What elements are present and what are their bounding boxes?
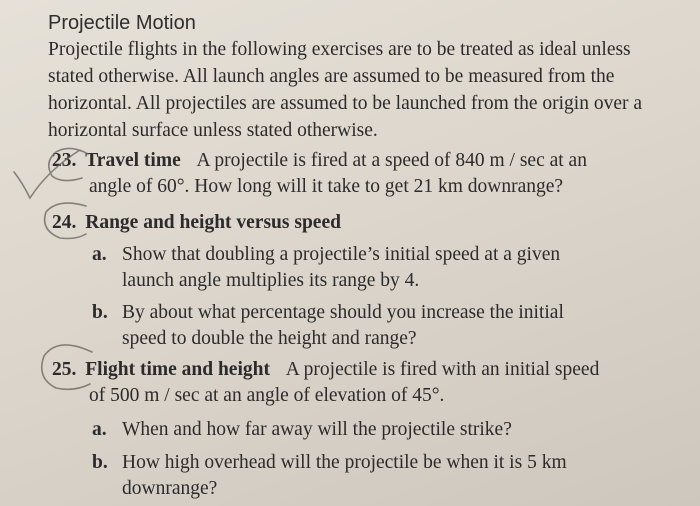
problem-number: 25. [52,359,77,380]
problem-title: Flight time and height [85,359,270,380]
part-text: downrange? [122,478,218,499]
problem-25-part-a [92,417,632,443]
part-text: Show that doubling a projectile’s initial speed at a given [122,244,561,265]
problem-23 [52,148,652,200]
part-text: launch angle multiplies its range by 4. [122,270,420,291]
problem-25 [52,357,652,409]
problem-title: Travel time [85,150,181,171]
problem-number: 24. [52,212,77,233]
problem-24-part-a [92,242,632,294]
problem-24 [52,210,652,236]
part-text: How high overhead will the projectile be when it is 5 km [122,452,567,473]
problem-24-part-b [92,300,632,352]
problem-number: 23. [52,150,77,171]
part-text: By about what percentage should you increase the initial [122,302,564,323]
problem-text: A projectile is fired at a speed of 840 m / sec at an [196,150,587,171]
problem-text: of 500 m / sec at an angle of elevation of 45°. [89,385,445,406]
part-label: b. [92,452,108,473]
problem-title: Range and height versus speed [85,212,341,233]
intro-paragraph: Projectile flights in the following exercises are to be treated as ideal unless stated otherwise. All launch angles are assumed to be measured from the horizontal. All projectiles are assumed to be launched from the origin over a horizontal surface unless stated otherwise. [48,39,643,141]
part-text: speed to double the height and range? [122,328,417,349]
part-label: a. [92,419,107,440]
part-text: When and how far away will the projectile strike? [122,419,512,440]
problem-text: A projectile is fired with an initial speed [285,359,600,380]
problem-25-part-b [92,450,632,502]
part-label: a. [92,244,107,265]
problem-text: angle of 60°. How long will it take to get 21 km downrange? [89,176,564,197]
part-label: b. [92,302,108,323]
section-title: Projectile Motion [48,12,196,34]
